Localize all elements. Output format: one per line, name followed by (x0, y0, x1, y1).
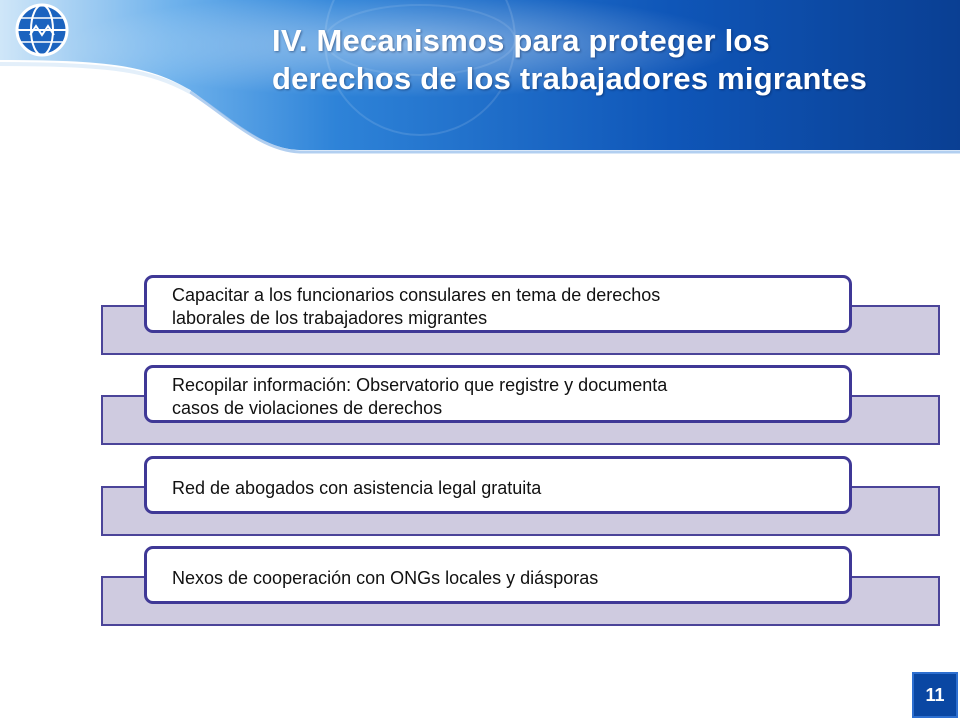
item-box (144, 546, 852, 604)
page-number-badge: 11 (912, 672, 958, 718)
item-text-line-1: Nexos de cooperación con ONGs locales y diásporas (172, 567, 599, 588)
item-box (144, 456, 852, 514)
list-item (0, 275, 960, 375)
title-line-1: IV. Mecanismos para proteger los (272, 23, 770, 58)
item-box (144, 365, 852, 423)
item-text-line-2: casos de violaciones de derechos (172, 398, 443, 418)
list-item (0, 456, 960, 556)
item-text-line-1: Recopilar información: Observatorio que registre y documenta (172, 375, 668, 395)
list-item (0, 365, 960, 465)
item-box (144, 275, 852, 333)
list-item (0, 546, 960, 646)
item-text-line-1: Red de abogados con asistencia legal gratuita (172, 477, 542, 498)
item-text-line-2: laborales de los trabajadores migrantes (172, 308, 488, 328)
item-text-line-1: Capacitar a los funcionarios consulares en tema de derechos (172, 285, 661, 305)
title-line-2: derechos de los trabajadores migrantes (272, 61, 868, 96)
